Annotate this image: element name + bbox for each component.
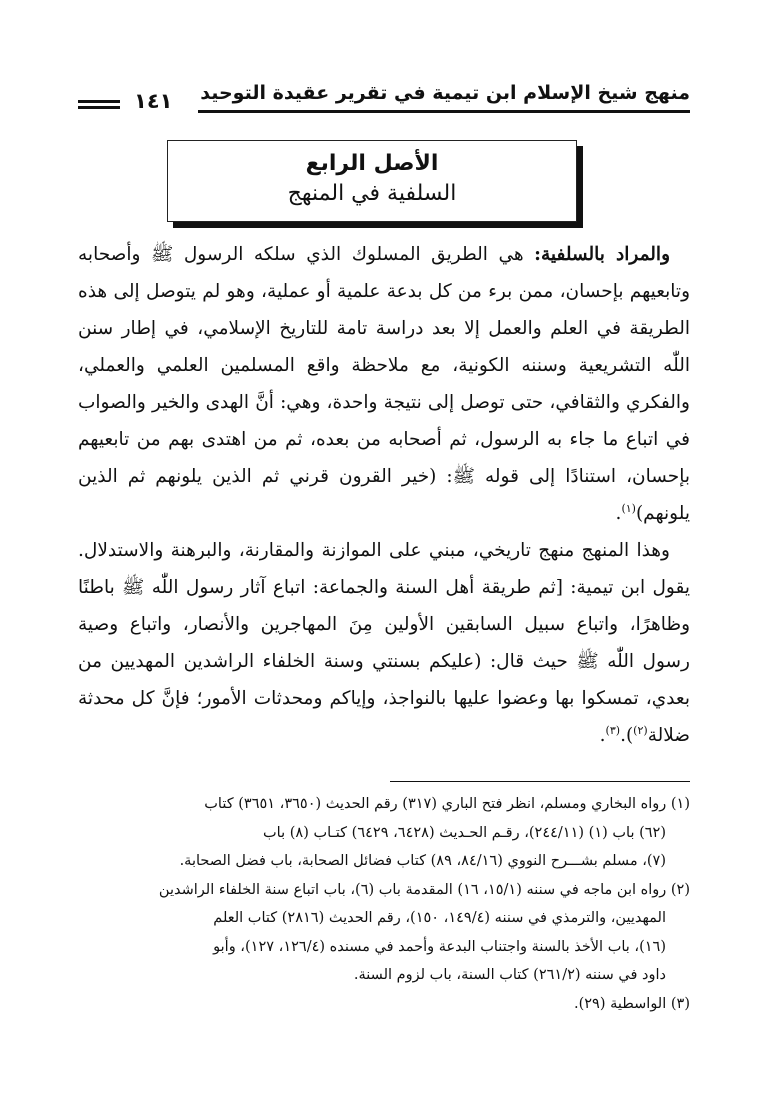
section-subtitle: السلفية في المنهج: [287, 181, 457, 206]
footnote-2-line-3: (١٦)، باب الأخذ بالسنة واجتناب البدعة وأحمد في مسنده (١٢٦/٤، ١٢٧)، وأبو: [213, 938, 666, 955]
page-number-block: [78, 90, 198, 114]
section-title-box: [167, 140, 577, 222]
paragraph-2: [78, 532, 690, 754]
paragraph-2-text: وهذا المنهج منهج تاريخي، مبني على الموازنة والمقارنة، والبرهنة والاستدلال. يقول ابن تيمية: [ثم طريقة أهل السنة والجماعة: اتباع آثار رسول اللّٰه ﷺ باطنًا وظاهرًا، واتباع سبيل السابقين الأولين مِنَ المهاجرين والأنصار، واتباع وصية رسول اللّٰه ﷺ حيث قال: (عليكم بسنتي وسنة الخلفاء الراشدين المهديين من بعدي، تمسكوا بها وعضوا عليها بالنواجذ، وإياكم ومحدثات الأمور؛ فإنَّ كل محدثة ضلالة: [78, 540, 690, 746]
footnote-separator: [390, 781, 690, 782]
footnote-2-line-2: المهديين، والترمذي في سننه (١٤٩/٤، ١٥٠)، رقم الحديث (٢٨١٦) كتاب العلم: [213, 910, 666, 926]
body-text: [78, 236, 690, 754]
page-number: ١٤١: [134, 89, 173, 113]
footnote-ref-2: (٢): [633, 723, 648, 737]
footnote-1-line-3: (٧)، مسلم بشـــرح النووي (٨٤/١٦، ٨٩) كتاب فضائل الصحابة، باب فضل الصحابة.: [179, 853, 666, 869]
paragraph-1-end: .: [615, 503, 622, 524]
footnote-2-line-1: (٢) رواه ابن ماجه في سننه (١٥/١، ١٦) المقدمة باب (٦)، باب اتباع سنة الخلفاء الراشدين: [158, 881, 690, 898]
paragraph-2-mid: ).: [620, 725, 634, 746]
paragraph-1: [78, 236, 690, 532]
paragraph-2-end: .: [599, 725, 606, 746]
footnote-1-line-1: (١) رواه البخاري ومسلم، انظر فتح الباري (٣١٧) رقم الحديث (٣٦٥٠، ٣٦٥١) كتاب: [204, 796, 690, 812]
footnote-1-line-2: (٦٢) باب (١) (٢٤٤/١١)، رقـم الحـديث (٦٤٢٨، ٦٤٢٩) كتـاب (٨) باب: [263, 824, 666, 841]
paragraph-1-lead: والمراد بالسلفية:: [534, 244, 671, 265]
page-number-double-rule: [78, 100, 120, 109]
footnote-ref-1: (١): [621, 501, 636, 515]
footnotes: [78, 790, 690, 1018]
running-header: [78, 78, 690, 112]
running-title: منهج شيخ الإسلام ابن تيمية في تقرير عقيدة التوحيد: [200, 82, 690, 104]
paragraph-1-text: هي الطريق المسلوك الذي سلكه الرسول ﷺ وأصحابه وتابعيهم بإحسان، ممن برء من كل بدعة علمية أو عملية، وهو لم يتوصل إلى هذه الطريقة في العلم والعمل إلا بعد دراسة تامة للتاريخ الإسلامي، في إطار سنن اللّٰه التشريعية وسننه الكونية، مع ملاحظة واقع المسلمين العلمي والعملي، والفكري والثقافي، حتى توصل إلى نتيجة واحدة، وهي: أنَّ الهدى والخير والصواب في اتباع ما جاء به الرسول، ثم أصحابه من بعده، ثم من اهتدى بهم من تابعيهم بإحسان، استنادًا إلى قوله ﷺ: (خير القرون قرني ثم الذين يلونهم ثم الذين يلونهم): [78, 244, 690, 524]
footnote-2-line-4: داود في سننه (٢٦١/٢) كتاب السنة، باب لزوم السنة.: [353, 967, 666, 983]
footnote-ref-3: (٣): [605, 723, 621, 737]
section-title: الأصل الرابع: [305, 151, 439, 176]
footnote-3: (٣) الواسطية (٢٩).: [573, 995, 690, 1012]
